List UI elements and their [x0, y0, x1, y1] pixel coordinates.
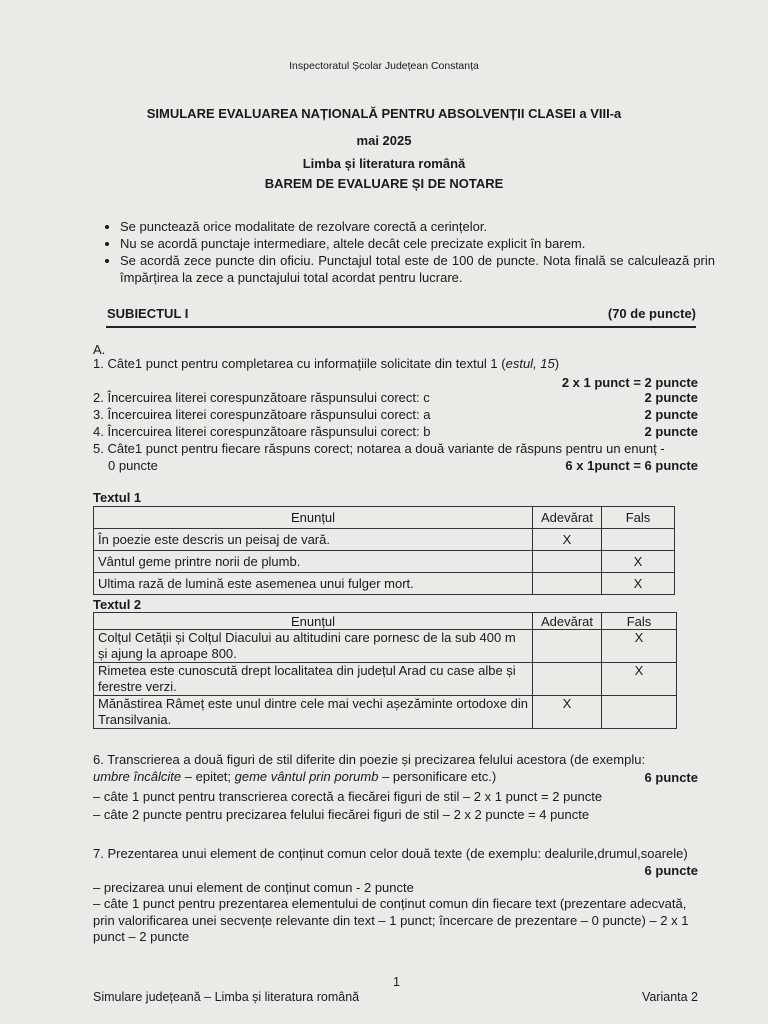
- table-header-true: Adevărat: [533, 613, 602, 630]
- false-cell: [602, 696, 677, 729]
- exam-date: mai 2025: [356, 133, 412, 148]
- table-header-false: Fals: [602, 613, 677, 630]
- document-type: BAREM DE EVALUARE ȘI DE NOTARE: [264, 176, 504, 191]
- footer-right: Varianta 2: [641, 990, 698, 1004]
- false-cell: [602, 529, 675, 551]
- table-row: [94, 551, 675, 573]
- item-5-continued: 0 puncte: [108, 458, 158, 473]
- true-cell: [533, 551, 602, 573]
- table-header-false: Fals: [602, 507, 675, 529]
- table2-label: Textul 2: [93, 597, 142, 612]
- item-7-sub-1: – precizarea unui element de conținut comun - 2 puncte: [93, 880, 414, 895]
- footer-left: Simulare județeană – Limba și literatura română: [93, 990, 360, 1004]
- item-6: 6. Transcrierea a două figuri de stil diferite din poezie și precizarea felului acestora (de exemplu:: [93, 752, 646, 767]
- item-6-score: 6 puncte: [644, 770, 698, 785]
- table-textul-1: [93, 506, 675, 595]
- true-cell: X: [533, 696, 602, 729]
- item-6-examples: umbre încâlcite – epitet; geme vântul prin porumb – personificare etc.): [93, 769, 497, 784]
- table-row: [94, 630, 677, 663]
- item-1: 1. Câte1 punct pentru completarea cu informațiile solicitate din textul 1 (estul, 15): [93, 356, 560, 371]
- item-5-score: 6 x 1punct = 6 puncte: [565, 458, 698, 473]
- item-4: 4. Încercuirea literei corespunzătoare răspunsului corect: b: [93, 424, 431, 439]
- section-title: SUBIECTUL I: [107, 306, 189, 321]
- statement-cell: Colțul Cetății și Colțul Diacului au altitudini care pornesc de la sub 400 m și ajung la aproape 800.: [94, 630, 533, 663]
- false-cell: X: [602, 573, 675, 595]
- exam-subject: Limba și literatura română: [302, 156, 466, 171]
- true-cell: [533, 573, 602, 595]
- true-cell: [533, 663, 602, 696]
- item-7-sub-2-end: punct – 2 puncte: [93, 929, 190, 944]
- table-header-statement: Enunțul: [94, 507, 533, 529]
- statement-cell: Ultima rază de lumină este asemenea unui fulger mort.: [94, 573, 533, 595]
- page-number: 1: [393, 975, 400, 989]
- item-4-score: 2 puncte: [644, 424, 698, 439]
- exam-title: SIMULARE EVALUAREA NAȚIONALĂ PENTRU ABSOLVENȚII CLASEI a VIII-a: [146, 106, 622, 121]
- item-7-sub-2: – câte 1 punct pentru prezentarea elementului de conținut comun din fiecare text (prezentare adecvată,: [93, 896, 687, 911]
- table-header-true: Adevărat: [533, 507, 602, 529]
- item-6-sub-1: – câte 1 punct pentru transcrierea corectă a fiecărei figuri de stil – 2 x 1 punct = 2 puncte: [93, 789, 603, 804]
- rule-item: • Se acordă zece puncte din oficiu. Punctajul total este de 100 de puncte. Nota finală se calculează prin împărțirea la zece a punctajului total acordat pentru lucrare.: [120, 252, 715, 286]
- item-5: 5. Câte1 punct pentru fiecare răspuns corect; notarea a două variante de răspuns pentru un enunț -: [93, 441, 665, 456]
- statement-cell: Vântul geme printre norii de plumb.: [94, 551, 533, 573]
- true-cell: X: [533, 529, 602, 551]
- statement-cell: Rimetea este cunoscută drept localitatea din județul Arad cu case albe și ferestre verzi.: [94, 663, 533, 696]
- table-row: [94, 573, 675, 595]
- false-cell: X: [602, 551, 675, 573]
- item-7: 7. Prezentarea unui element de conținut comun celor două texte (de exemplu: dealurile,drumul,soarele): [93, 846, 688, 861]
- false-cell: X: [602, 630, 677, 663]
- rule-item: • Se punctează orice modalitate de rezolvare corectă a cerințelor.: [120, 218, 715, 235]
- table-textul-2: [93, 612, 677, 729]
- rule-item: • Nu se acordă punctaje intermediare, altele decât cele precizate explicit în barem.: [120, 235, 715, 252]
- item-3: 3. Încercuirea literei corespunzătoare răspunsului corect: a: [93, 407, 431, 422]
- false-cell: X: [602, 663, 677, 696]
- statement-cell: Mănăstirea Râmeț este unul dintre cele mai vechi așezăminte ortodoxe din Transilvania.: [94, 696, 533, 729]
- part-a-label: A.: [93, 342, 106, 357]
- section-points: (70 de puncte): [607, 306, 696, 321]
- item-7-sub-2-cont: prin valorificarea unei secvențe relevante din text – 1 punct; încercare de prezentare – 0 puncte) – 2 x 1: [93, 913, 689, 928]
- item-1-score: 2 x 1 punct = 2 puncte: [561, 375, 698, 390]
- item-2: 2. Încercuirea literei corespunzătoare răspunsului corect: c: [93, 390, 430, 405]
- grading-rules-list: [100, 218, 715, 286]
- table1-label: Textul 1: [93, 490, 142, 505]
- section-divider: [106, 326, 696, 328]
- item-3-score: 2 puncte: [644, 407, 698, 422]
- table-row: [94, 529, 675, 551]
- item-6-sub-2: – câte 2 puncte pentru precizarea felului fiecărei figuri de stil – 2 x 2 puncte = 4 puncte: [93, 807, 590, 822]
- table-header-statement: Enunțul: [94, 613, 533, 630]
- table-row: [94, 663, 677, 696]
- true-cell: [533, 630, 602, 663]
- institution-header: Inspectoratul Școlar Județean Constanța: [289, 60, 479, 72]
- item-7-score: 6 puncte: [644, 863, 698, 878]
- table-row: [94, 696, 677, 729]
- item-2-score: 2 puncte: [644, 390, 698, 405]
- statement-cell: În poezie este descris un peisaj de vară.: [94, 529, 533, 551]
